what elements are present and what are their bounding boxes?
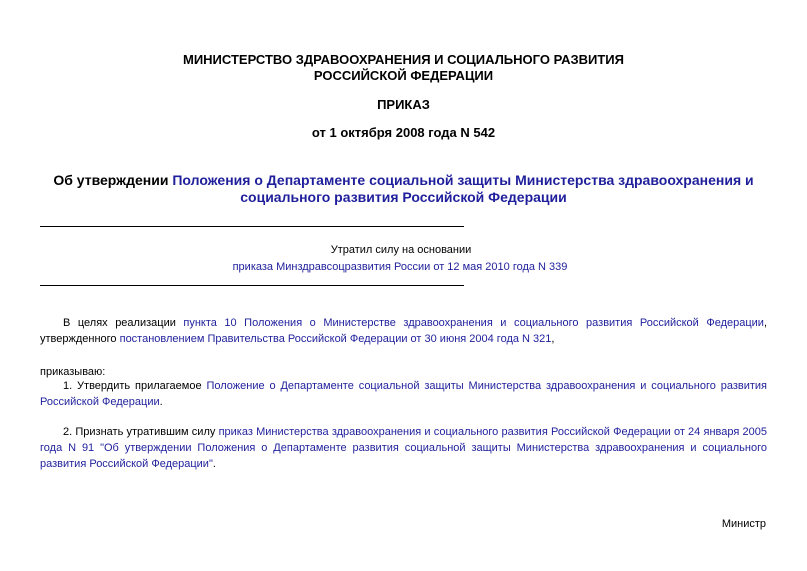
status-note-text: Утратил силу на основании <box>330 244 472 256</box>
status-note-link[interactable]: приказа Минздравсоцразвития России от 12 мая 2010 года N 339 <box>232 261 568 273</box>
divider-top <box>40 226 464 227</box>
paragraph-order: приказываю: <box>40 366 106 378</box>
p1-suffix: , <box>551 333 555 345</box>
p3-suffix: . <box>159 396 163 408</box>
subject-prefix: Об утверждении <box>53 172 173 188</box>
document-type: ПРИКАЗ <box>377 97 430 112</box>
subject-link-line2[interactable]: социального развития Российской Федерации <box>240 189 567 205</box>
subject-link-line1[interactable]: Положения о Департаменте социальной защиты Министерства здравоохранения и <box>172 172 754 188</box>
paragraph-item-1 <box>40 378 767 410</box>
p4-prefix: 2. Признать утратившим силу <box>63 426 219 438</box>
p4-suffix: . <box>212 458 216 470</box>
paragraph-item-2 <box>40 424 767 472</box>
signature-title: Министр <box>721 518 766 530</box>
p1-mid: , утвержденного <box>40 317 767 345</box>
p1-link-resolution[interactable]: постановлением Правительства Российской Федерации от 30 июня 2004 года N 321 <box>119 333 552 345</box>
ministry-heading <box>0 52 807 84</box>
ministry-heading-line2: РОССИЙСКОЙ ФЕДЕРАЦИИ <box>313 68 494 83</box>
document-date-number: от 1 октября 2008 года N 542 <box>311 125 496 140</box>
p1-link-regulation[interactable]: пункта 10 Положения о Министерстве здравоохранения и социального развития Российской Федерации <box>183 317 764 329</box>
ministry-heading-line1: МИНИСТЕРСТВО ЗДРАВООХРАНЕНИЯ И СОЦИАЛЬНОГО РАЗВИТИЯ <box>183 52 624 67</box>
document-subject <box>0 172 807 206</box>
divider-bottom <box>40 285 464 286</box>
p3-prefix: 1. Утвердить прилагаемое <box>63 380 207 392</box>
p1-prefix: В целях реализации <box>63 317 184 329</box>
p4-link-order[interactable]: приказ Министерства здравоохранения и социального развития Российской Федерации от 24 января 2005 года N 91 "Об утверждении Положения о Департаменте развития социальной защиты Министерства здравоохранения и социального развития Российской Федерации" <box>40 426 767 470</box>
p3-link-regulation[interactable]: Положение о Департаменте социальной защиты Министерства здравоохранения и социального развития Российской Федерации <box>40 380 767 408</box>
paragraph-preamble <box>40 315 767 347</box>
